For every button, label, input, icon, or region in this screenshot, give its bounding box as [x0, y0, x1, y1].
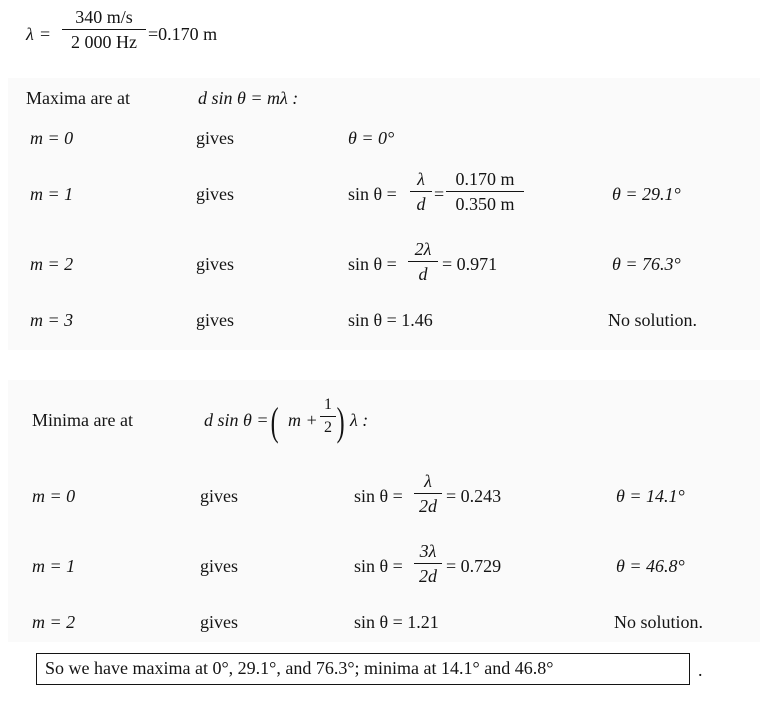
wavelength-result: =0.170 m — [148, 24, 218, 44]
fraction-bar — [408, 261, 438, 262]
fraction-bar — [62, 29, 146, 30]
minima-m1-expr-prefix: sin θ = — [354, 556, 403, 576]
minima-condition-suffix: λ : — [350, 410, 369, 430]
maxima-m0-expr: θ = 0° — [348, 128, 395, 148]
fraction-numerator: λ — [417, 169, 425, 189]
fraction-denominator: 2 000 Hz — [71, 32, 137, 52]
maxima-m2-expr-prefix: sin θ = — [348, 254, 397, 274]
maxima-m1-fraction-1 — [410, 168, 432, 215]
equals-sign: = — [40, 24, 51, 44]
maxima-condition: d sin θ = mλ : — [198, 88, 299, 108]
fraction-bar — [414, 563, 442, 564]
lambda-symbol: λ — [26, 24, 34, 44]
minima-m2-result: No solution. — [614, 612, 704, 632]
maxima-m2-fraction — [408, 238, 438, 285]
minima-m1-label: m = 1 — [32, 556, 76, 576]
minima-condition-m: m + — [288, 410, 318, 430]
maxima-m0-label: m = 0 — [30, 128, 74, 148]
summary-box: So we have maxima at 0°, 29.1°, and 76.3°; minima at 14.1° and 46.8° — [36, 653, 690, 685]
fraction-numerator: λ — [424, 471, 432, 491]
minima-m0-expr-prefix: sin θ = — [354, 486, 403, 506]
maxima-m2-expr-suffix: = 0.971 — [442, 254, 498, 274]
minima-m0-fraction — [414, 470, 442, 517]
maxima-m0-gives: gives — [196, 128, 234, 148]
fraction-denominator: d — [418, 264, 428, 284]
fraction-denominator: 0.350 m — [455, 194, 515, 214]
fraction-bar — [446, 191, 524, 192]
minima-m2-expr: sin θ = 1.21 — [354, 612, 439, 632]
maxima-m3-result: No solution. — [608, 310, 698, 330]
minima-m1-gives: gives — [200, 556, 238, 576]
maxima-m3-label: m = 3 — [30, 310, 74, 330]
minima-m0-gives: gives — [200, 486, 238, 506]
maxima-m3-gives: gives — [196, 310, 234, 330]
minima-m1-expr-suffix: = 0.729 — [446, 556, 502, 576]
minima-m0-result: θ = 14.1° — [616, 486, 685, 506]
fraction-numerator: 340 m/s — [75, 7, 133, 27]
minima-intro: Minima are at — [32, 410, 133, 430]
maxima-m2-label: m = 2 — [30, 254, 74, 274]
maxima-m1-expr-prefix: sin θ = — [348, 184, 397, 204]
maxima-intro: Maxima are at — [26, 88, 130, 108]
minima-condition-prefix: d sin θ = — [204, 410, 269, 430]
summary-period: . — [698, 660, 703, 680]
maxima-m1-label: m = 1 — [30, 184, 74, 204]
maxima-m1-result: θ = 29.1° — [612, 184, 681, 204]
minima-m2-gives: gives — [200, 612, 238, 632]
minima-m0-label: m = 0 — [32, 486, 76, 506]
fraction-bar — [320, 416, 336, 417]
fraction-numerator: 0.170 m — [455, 169, 515, 189]
fraction-denominator: d — [416, 194, 426, 214]
maxima-m2-result: θ = 76.3° — [612, 254, 681, 274]
fraction-denominator: 2d — [419, 566, 437, 586]
maxima-m3-expr: sin θ = 1.46 — [348, 310, 433, 330]
minima-m0-expr-suffix: = 0.243 — [446, 486, 502, 506]
fraction-numerator: 3λ — [419, 541, 437, 561]
fraction-denominator: 2d — [419, 496, 437, 516]
right-paren: ) — [336, 399, 345, 444]
fraction-denominator: 2 — [324, 419, 332, 436]
fraction-bar — [410, 191, 432, 192]
maxima-m2-gives: gives — [196, 254, 234, 274]
minima-m1-result: θ = 46.8° — [616, 556, 685, 576]
maxima-m1-equals: = — [434, 184, 445, 204]
fraction-numerator: 1 — [324, 396, 332, 413]
maxima-m1-gives: gives — [196, 184, 234, 204]
left-paren: ( — [270, 399, 279, 444]
fraction-bar — [414, 493, 442, 494]
wavelength-fraction — [62, 6, 146, 53]
minima-m2-label: m = 2 — [32, 612, 76, 632]
minima-m1-fraction — [414, 540, 442, 587]
minima-half-fraction — [320, 395, 336, 438]
maxima-m1-fraction-2 — [446, 168, 524, 215]
fraction-numerator: 2λ — [414, 239, 432, 259]
